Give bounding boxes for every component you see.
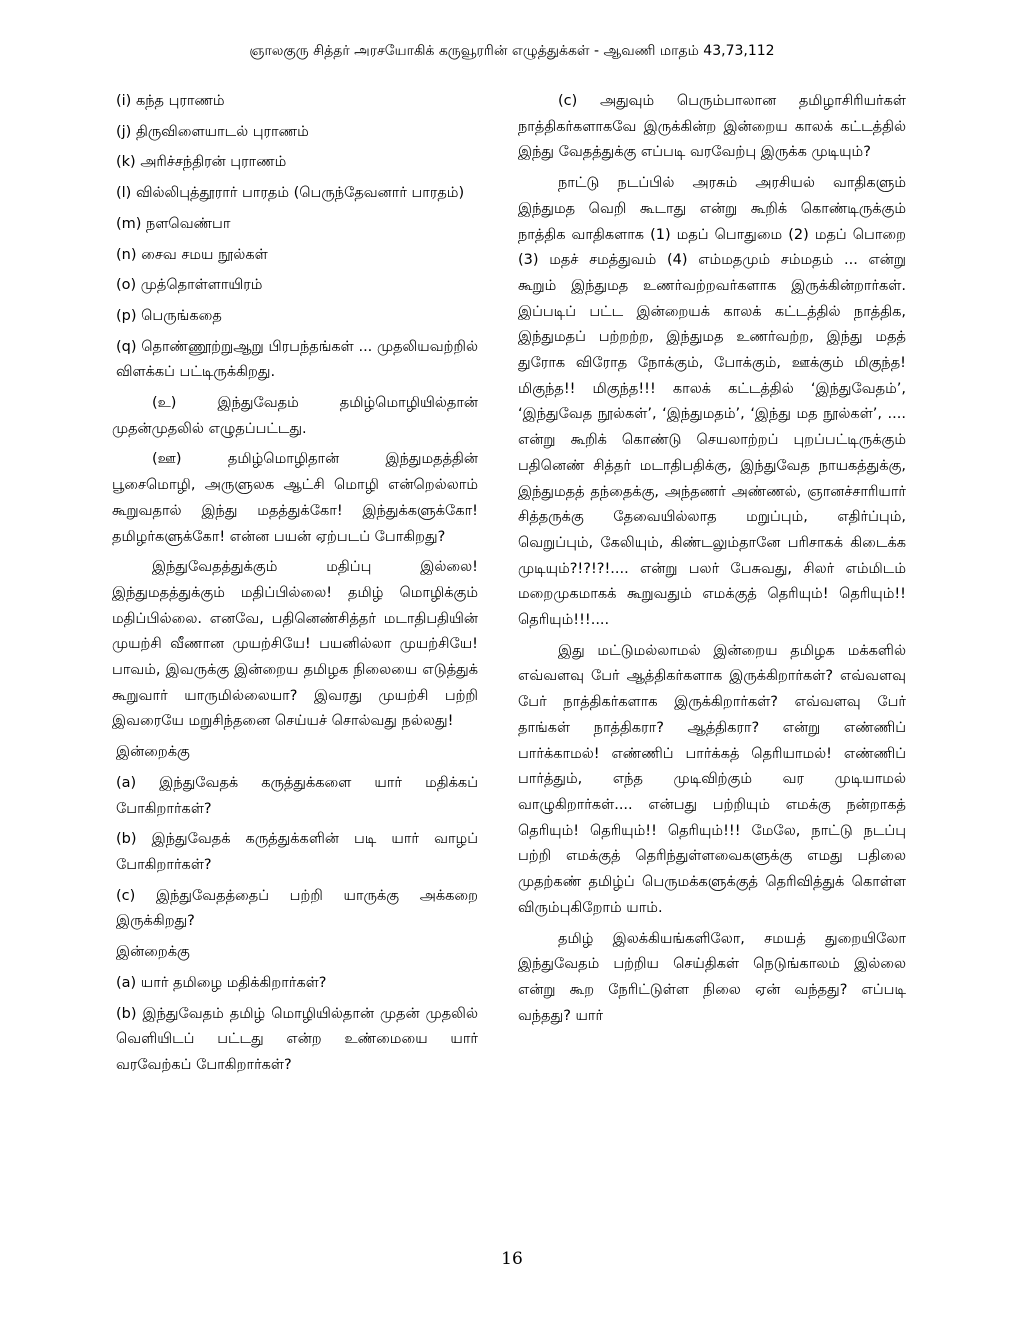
right-column xyxy=(518,89,906,1034)
paragraph: இன்றைக்கு xyxy=(116,944,190,961)
list-item: (p) பெருங்கதை xyxy=(116,307,222,324)
paragraph: இந்துவேதத்துக்கும் மதிப்பு இல்லை! இந்துமதத்துக்கும் மதிப்பில்லை! தமிழ் மொழிக்கும் மதிப்பில்லை. எனவே, பதினெண்சித்தர் மடாதிபதியின் முயற்சி வீணான முயற்சியே! பயனில்லா முயற்சியே! பாவம், இவருக்கு இன்றைய தமிழக நிலையை எடுத்துக் கூறுவார் யாருமில்லையா? இவரது முயற்சி பற்றி இவரையே மறுசிந்தனை செய்யச் சொல்வது நல்லது! xyxy=(112,559,478,730)
list-item: (b) இந்துவேதக் கருத்துக்களின் படி யார் வாழப் போகிறார்கள்? xyxy=(116,831,478,873)
list-item: (c) இந்துவேதத்தைப் பற்றி யாருக்கு அக்கறை இருக்கிறது? xyxy=(116,887,478,930)
paragraph: (c) அதுவும் பெரும்பாலான தமிழாசிரியர்கள் நாத்திகர்களாகவே இருக்கின்ற இன்றைய காலக் கட்டத்தில் இந்து வேதத்துக்கு எப்படி வரவேற்பு இருக்க முடியும்? xyxy=(518,93,906,161)
paragraph: தமிழ் இலக்கியங்களிலோ, சமயத் துறையிலோ இந்துவேதம் பற்றிய செய்திகள் நெடுங்காலம் இல்லை என்று கூற நேரிட்டுள்ள நிலை ஏன் வந்தது? எப்படி வந்தது? யார் xyxy=(518,930,906,1024)
page-header: ஞாலகுரு சித்தர் அரசயோகிக் கருவூரரின் எழுத்துக்கள் - ஆவணி மாதம் 43,73,112 xyxy=(249,43,775,59)
paragraph: நாட்டு நடப்பில் அரசும் அரசியல் வாதிகளும் இந்துமத வெறி கூடாது என்று கூறிக் கொண்டிருக்கும் நாத்திக வாதிகளாக (1) மதப் பொதுமை (2) மதப் பொறை (3) மதச் சமத்துவம் (4) எம்மதமும் சம்மதம் ... என்று கூறும் இந்துமத உணர்வற்றவர்களாக இருக்கின்றார்கள். இப்படிப் பட்ட இன்றையக் காலக் கட்டத்தில் நாத்திக, இந்துமதப் பற்றற்ற, இந்துமத உணர்வற்ற, இந்து மதத் துரோக விரோத நோக்கும், போக்கும், ஊக்கும் மிகுந்த! மிகுந்த!! மிகுந்த!!! காலக் கட்டத்தில் ‘இந்துவேதம்’, ‘இந்துவேத நூல்கள்’, ‘இந்துமதம்’, ‘இந்து மத நூல்கள்’, .... என்று கூறிக் கொண்டு செயலாற்றப் புறப்பட்டிருக்கும் பதினெண் சித்தர் மடாதிபதிக்கு, இந்துவேத நாயகத்துக்கு, இந்துமதத் தந்தைக்கு, அந்தணர் அண்ணல், ஞானச்சாரியார் சித்தருக்கு தேவையில்லாத மறுப்பும், எதிர்ப்பும், வெறுப்பும், கேலியும், கிண்டலும்தானே பரிசாகக் கிடைக்க முடியும்?!?!?!.... என்று பலர் பேசுவது, சிலர் எம்மிடம் மறைமுகமாகக் கூறுவதும் எமக்குத் தெரியும்! தெரியும்!! தெரியும்!!!.... xyxy=(518,175,906,629)
list-item: (n) சைவ சமய நூல்கள் xyxy=(116,246,268,263)
paragraph: (ஊ) தமிழ்மொழிதான் இந்துமதத்தின் பூசைமொழி, அருளுலக ஆட்சி மொழி என்றெல்லாம் கூறுவதால் இந்து மதத்துக்கோ! இந்துக்களுக்கோ! தமிழர்களுக்கோ! என்ன பயன் ஏற்படப் போகிறது? xyxy=(112,451,478,545)
list-item: (m) நளவெண்பா xyxy=(116,215,231,232)
list-item: (q) தொண்ணூற்றுஆறு பிரபந்தங்கள் ... முதலியவற்றில் விளக்கப் பட்டிருக்கிறது. xyxy=(116,338,478,381)
page-number: 16 xyxy=(501,1249,523,1269)
list-item: (a) யார் தமிழை மதிக்கிறார்கள்? xyxy=(116,974,327,991)
paragraph: (உ) இந்துவேதம் தமிழ்மொழியில்தான் முதன்முதலில் எழுதப்பட்டது. xyxy=(112,395,478,437)
list-item: (o) முத்தொள்ளாயிரம் xyxy=(116,277,263,294)
list-item: (k) அரிச்சந்திரன் புராணம் xyxy=(116,154,287,171)
left-column xyxy=(112,89,478,1084)
list-item: (i) கந்த புராணம் xyxy=(116,93,225,109)
list-item: (j) திருவிளையாடல் புராணம் xyxy=(116,123,309,140)
list-item: (a) இந்துவேதக் கருத்துக்களை யார் மதிக்கப் போகிறார்கள்? xyxy=(116,774,478,817)
paragraph: இன்றைக்கு xyxy=(116,744,190,761)
list-item: (b) இந்துவேதம் தமிழ் மொழியில்தான் முதன் முதலில் வெளியிடப் பட்டது என்ற உண்மையை யார் வரவேற்கப் போகிறார்கள்? xyxy=(116,1005,478,1073)
paragraph: இது மட்டுமல்லாமல் இன்றைய தமிழக மக்களில் எவ்வளவு பேர் ஆத்திகர்களாக இருக்கிறார்கள்? எவ்வளவு பேர் நாத்திகர்களாக இருக்கிறார்கள்? எவ்வளவு பேர் தாங்கள் நாத்திகரா? ஆத்திகரா? என்று எண்ணிப் பார்க்காமல்! எண்ணிப் பார்க்கத் தெரியாமல்! எண்ணிப் பார்த்தும், எந்த முடிவிற்கும் வர முடியாமல் வாழுகிறார்கள்.... என்பது பற்றியும் எமக்கு நன்றாகத் தெரியும்! தெரியும்!! தெரியும்!!! மேலே, நாட்டு நடப்பு பற்றி எமக்குத் தெரிந்துள்ளவைகளுக்கு எமது பதிலை முதற்கண் தமிழ்ப் பெருமக்களுக்குத் தெரிவித்துக் கொள்ள விரும்புகிறோம் யாம். xyxy=(518,642,906,916)
list-item: (l) வில்லிபுத்தூரார் பாரதம் (பெருந்தேவனார் பாரதம்) xyxy=(116,185,465,202)
